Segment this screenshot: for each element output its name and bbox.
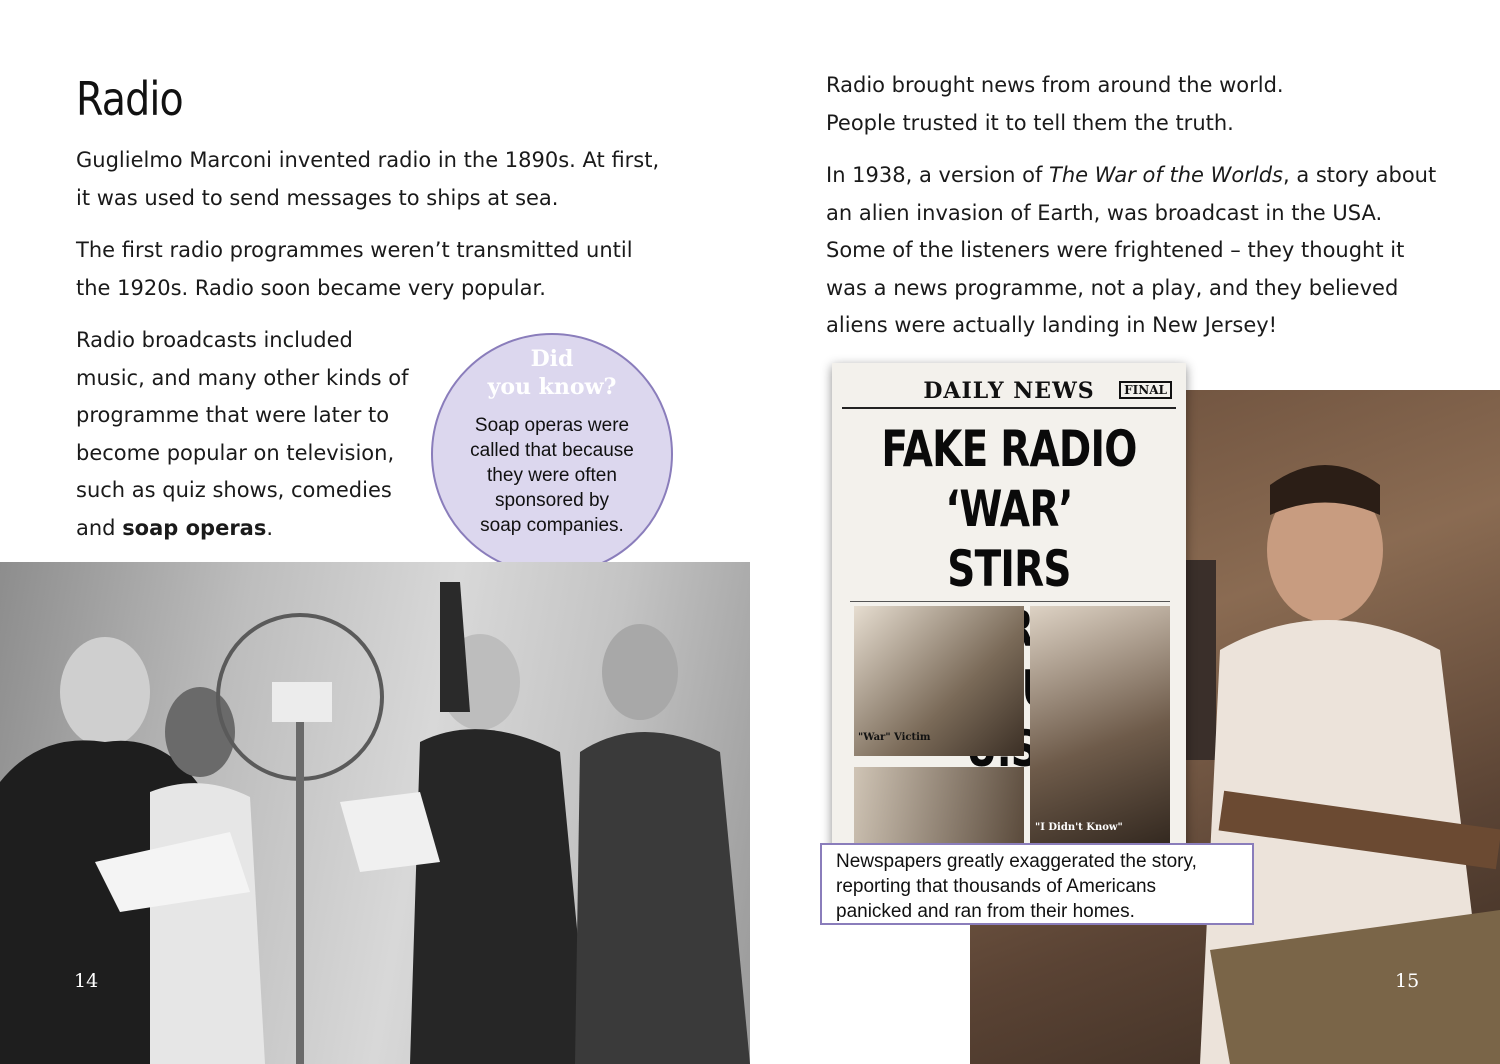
text-line: programme that were later to bbox=[76, 403, 390, 427]
body-line: soap companies. bbox=[480, 515, 624, 536]
text-line: Some of the listeners were frightened – they thought it bbox=[826, 238, 1405, 262]
intro-paragraph bbox=[76, 142, 676, 217]
first-programmes-paragraph bbox=[76, 232, 676, 307]
text-line: was a news programme, not a play, and they believed bbox=[826, 275, 1399, 300]
text-line: The first radio programmes weren’t transmitted until bbox=[76, 238, 633, 262]
text-line: Radio broadcasts included bbox=[76, 328, 353, 352]
newspaper-photo bbox=[1030, 606, 1170, 856]
war-of-the-worlds-paragraph bbox=[826, 157, 1466, 345]
text-line: it was used to send messages to ships at sea. bbox=[76, 185, 559, 210]
text-line: aliens were actually landing in New Jersey! bbox=[826, 313, 1278, 337]
newspaper-photos bbox=[850, 601, 1170, 857]
heading-line: Did bbox=[530, 346, 574, 372]
page-number-left: 14 bbox=[74, 970, 99, 992]
text-line bbox=[826, 157, 1466, 195]
did-you-know-body bbox=[451, 413, 653, 538]
body-line: sponsored by bbox=[494, 490, 610, 511]
page-title: Radio bbox=[76, 72, 183, 126]
newspaper-photo bbox=[854, 767, 1024, 847]
text-fragment: and bbox=[76, 515, 123, 540]
text-line: music, and many other kinds of bbox=[76, 365, 409, 390]
text-line: Radio brought news from around the world. bbox=[826, 73, 1284, 97]
caption-line: panicked and ran from their homes. bbox=[836, 901, 1135, 922]
body-line: Soap operas were bbox=[474, 415, 630, 436]
text-fragment: , a story about bbox=[1282, 163, 1437, 187]
body-line: called that because bbox=[470, 440, 634, 461]
photo-caption: "I Didn't Know" bbox=[1035, 822, 1123, 833]
caption-line: reporting that thousands of Americans bbox=[836, 876, 1157, 897]
text-fragment: In 1938, a version of bbox=[826, 163, 1050, 187]
masthead-title: DAILY NEWS bbox=[923, 378, 1095, 404]
studio-illustration bbox=[0, 562, 750, 1064]
broadcasts-paragraph bbox=[76, 322, 431, 547]
text-line bbox=[76, 510, 431, 548]
caption-line: Newspapers greatly exaggerated the story, bbox=[836, 851, 1197, 872]
text-line: Guglielmo Marconi invented radio in the 1890s. At first, bbox=[76, 148, 660, 172]
text-line: the 1920s. Radio soon became very popular. bbox=[76, 275, 546, 300]
did-you-know-bubble bbox=[431, 333, 673, 575]
headline-line: STIRS bbox=[947, 540, 1071, 598]
bold-term: soap operas bbox=[122, 515, 267, 540]
text-line: People trusted it to tell them the truth. bbox=[826, 110, 1234, 135]
text-fragment: . bbox=[266, 515, 274, 540]
radio-studio-photo bbox=[0, 562, 750, 1064]
text-line: become popular on television, bbox=[76, 440, 395, 465]
newspaper-caption bbox=[820, 843, 1254, 925]
text-line: such as quiz shows, comedies bbox=[76, 478, 392, 502]
text-line: an alien invasion of Earth, was broadcast in the USA. bbox=[826, 200, 1383, 225]
body-line: they were often bbox=[487, 465, 617, 486]
edition-badge: FINAL bbox=[1119, 381, 1172, 399]
news-paragraph bbox=[826, 67, 1466, 142]
newspaper-masthead bbox=[842, 375, 1176, 409]
headline-line: FAKE RADIO ‘WAR’ bbox=[881, 420, 1137, 538]
italic-title: The War of the Worlds bbox=[1049, 163, 1283, 187]
photo-caption: "War" Victim bbox=[858, 732, 931, 743]
page-number-right: 15 bbox=[1395, 970, 1420, 992]
did-you-know-heading bbox=[433, 345, 671, 401]
heading-line: you know? bbox=[487, 374, 617, 400]
newspaper-front-page bbox=[832, 363, 1186, 863]
